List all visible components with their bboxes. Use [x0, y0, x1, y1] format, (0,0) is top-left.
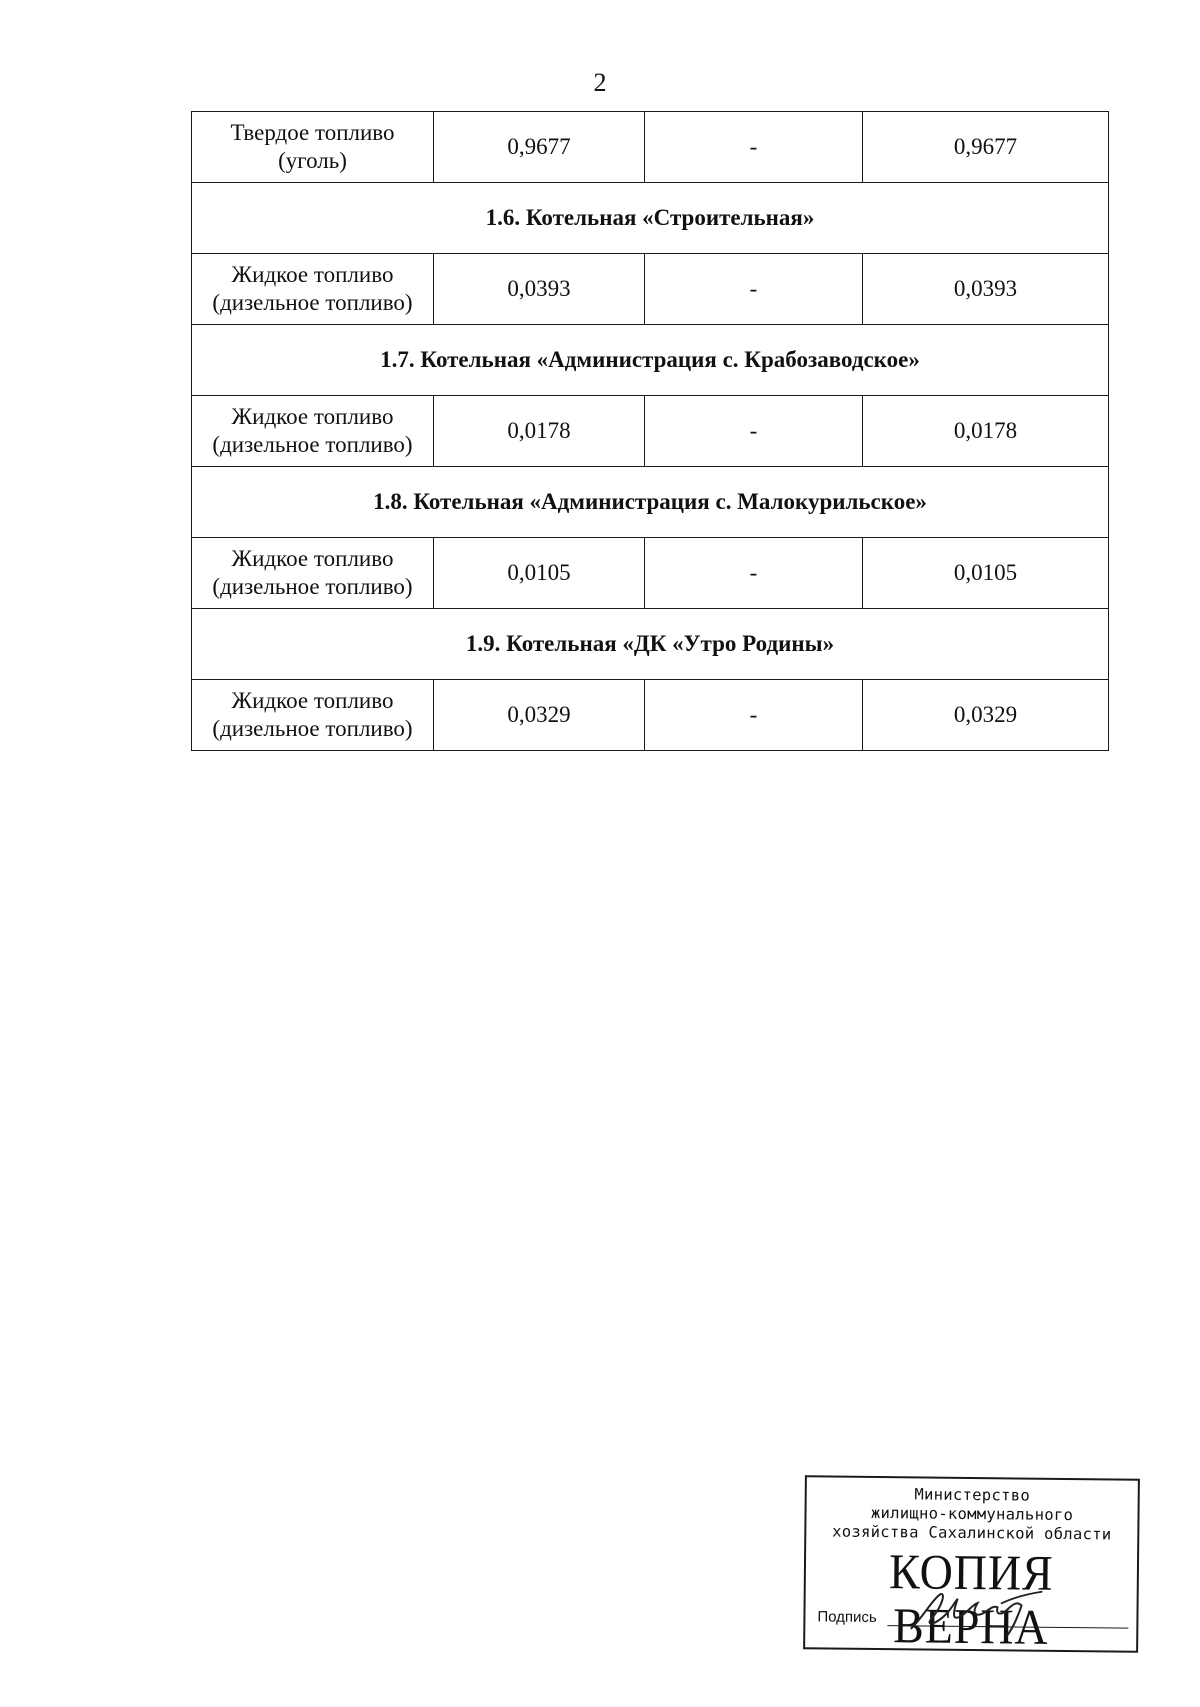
- value-cell: -: [645, 112, 863, 183]
- table-row: [192, 254, 1109, 325]
- certified-copy-stamp: [803, 1475, 1140, 1655]
- value-cell: 0,9677: [434, 112, 645, 183]
- fuel-type-cell: Жидкое топливо (дизельное топливо): [192, 396, 434, 467]
- value-cell: 0,0105: [434, 538, 645, 609]
- fuel-type-cell: Жидкое топливо (дизельное топливо): [192, 538, 434, 609]
- value-cell: -: [645, 396, 863, 467]
- table-row: [192, 538, 1109, 609]
- fuel-type-cell: Жидкое топливо (дизельное топливо): [192, 680, 434, 751]
- section-title: 1.6. Котельная «Строительная»: [192, 183, 1109, 254]
- fuel-type-cell: Жидкое топливо (дизельное топливо): [192, 254, 434, 325]
- page-number: 2: [593, 68, 607, 97]
- value-cell: -: [645, 680, 863, 751]
- table-row: [192, 396, 1109, 467]
- value-cell: 0,0329: [434, 680, 645, 751]
- table-row: [192, 680, 1109, 751]
- value-cell: 0,0393: [863, 254, 1109, 325]
- value-cell: 0,0329: [863, 680, 1109, 751]
- value-cell: 0,0178: [434, 396, 645, 467]
- stamp-ministry-line: хозяйства Сахалинской области: [832, 1522, 1112, 1544]
- section-row: [192, 325, 1109, 396]
- stamp-signature-block: [813, 1591, 1128, 1634]
- stamp-ministry-line: жилищно-коммунального: [870, 1503, 1074, 1525]
- value-cell: 0,0105: [863, 538, 1109, 609]
- value-cell: 0,0178: [863, 396, 1109, 467]
- section-title: 1.7. Котельная «Администрация с. Крабозаводское»: [192, 325, 1109, 396]
- table-row: [192, 112, 1109, 183]
- section-row: [192, 467, 1109, 538]
- section-row: [192, 609, 1109, 680]
- signature-label: Подпись: [817, 1608, 877, 1627]
- fuel-consumption-table: [191, 111, 1109, 751]
- value-cell: -: [645, 538, 863, 609]
- value-cell: -: [645, 254, 863, 325]
- section-title: 1.9. Котельная «ДК «Утро Родины»: [192, 609, 1109, 680]
- stamp-ministry-line: Министерство: [914, 1485, 1031, 1505]
- stamp-title: КОПИЯ ВЕРНА: [888, 1543, 1054, 1655]
- value-cell: 0,0393: [434, 254, 645, 325]
- section-row: [192, 183, 1109, 254]
- handwritten-signature-icon: [901, 1586, 1052, 1638]
- section-title: 1.8. Котельная «Администрация с. Малокурильское»: [192, 467, 1109, 538]
- value-cell: 0,9677: [863, 112, 1109, 183]
- fuel-type-cell: Твердое топливо (уголь): [192, 112, 434, 183]
